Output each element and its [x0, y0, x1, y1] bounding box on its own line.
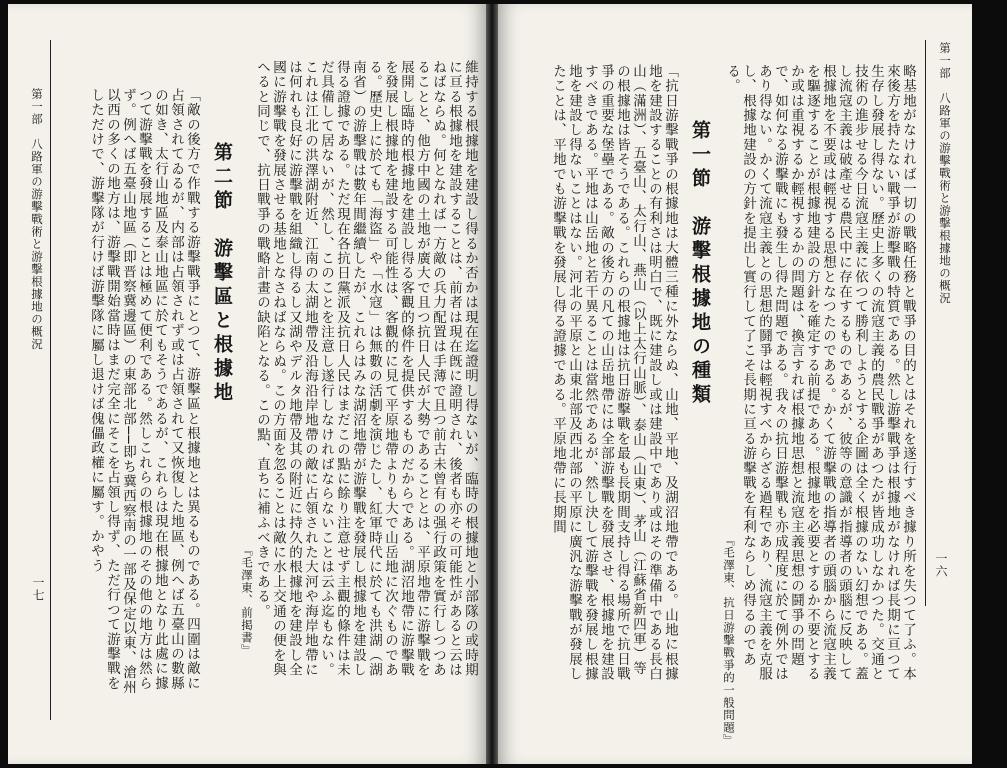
- running-head: 第一部 八路軍の游擊戰術と游擊根據地の概況: [938, 42, 952, 305]
- page-number: 一六: [934, 552, 948, 578]
- page-number: 一七: [31, 576, 45, 602]
- book-gutter: [486, 4, 498, 764]
- scan-border: [972, 0, 1007, 768]
- section-heading: 第二節 游擊區と根據地: [211, 142, 233, 406]
- paragraph: 略基地がなければ一切の戰略任務と戰爭の目的とはそれを遂行すべき據り所を失つて了ふ。本來後方を持たない戰爭が游擊戰の特質である。然し游擊戰爭は根據地がなければ長期に亘つて生存し發展し得ない。歷史上多くの流寇主義的農民戰爭があつたが皆成功しなかつた。交通と技術の進步せる今日流寇主義に依つて勝利しようとする企圖は全く根據のない幻想である。蓋し流寇主義は破產せる農民中に存在するものであるが、彼等の意識が指導者の頭腦に反映して根據地を不要或は輕視する思想となつたのである。かくて游擊戰の指導者の頭腦から流寇主義を驅逐することが根據地建設の方針を確定する前提である。根據地を必要とするか不要とするか或は重視するか輕視するかの問題は、換言すれば根據地思想と流寇主義思想の鬪爭の問題で、如何なる游擊戰にも發生し得た問題である。我々の抗日游擊戰も亦成程度に於て例外ではあり得ない。かくて流寇主義との思想的鬪爭は輕視すべからざる過程であり、流寇主義を克服し、根據地建設の方針を提出し實行して了こそ長期に亘る游擊戰を有利ならしめ得るのである。: [724, 64, 916, 682]
- section-heading: 第一節 游擊根據地の種類: [689, 120, 711, 408]
- right-page: [498, 4, 972, 764]
- header-rule: [925, 40, 926, 606]
- left-page: [8, 4, 486, 764]
- paragraph: 維持する根據地を建設し得るか否かは現在迄證明し得ないが、臨時の根據地と小部隊の或時期に亘る根據地を建設することは、前者は現在旣に證明され、後者も亦その可能性があると云はねばならぬ。何となれば一方敵の兵力配置は手薄で且つ前古未曾有の强行政策を實行しつつあることと、他方中國の土地が廣大で且つ抗日人民が大勢であることとは、平原地帶に游擊戰を展開し臨時的根據地を建設し得る客觀的條件を提供するものだからである。湖沼地帶に游擊戰を發展し根據地を建設する可能性は、客觀的に見て平原地帶よりも大で山岳地に次ぐものである。歷史上に於ても「海盜」や「水寇」は無數の活劇を演じたし、紅軍時代に於ても洪湖（湖南省）の游擊戰は數年間繼續したが、これらはみな湖沼地帶が游擊戰を發展し根據地を建設し得る證據である。ただ現在各抗日黨派及抗日人民はまだこの點に餘り注意せず主觀的條件は未だ具備して居ないが、然し、このことを注意し遂行しなければならないことは云ふ迄もない。これは江北の洪澤湖附近、江南の太湖地帶及沿海沿岸地帶の敵に占領された大河や海岸地帶には何れも良好に游擊戰を組織し得るし又湖やデルタ地帶及其の附近に持久的根據地を建設し全國に游擊戰を發展させる基地となさねばならぬ。この方面を忽ることは敵に水上交通の便を與へると同じで、抗日戰爭の戰略計畫の缺陷となる。この點、直ちに補ふべきである。: [254, 60, 478, 678]
- source-citation: 『毛澤東、抗日游擊戰爭的一般問題』: [722, 534, 736, 747]
- paragraph: 「抗日游擊戰爭の根據地は大體三種に外ならぬ、山地、平地、及湖沼地帶である。山地に根據地を建設することの有利さは明白で、既に建設し或は建設中であり或はその準備中である長白山（滿洲）、五臺山、太行山、燕山（以上太行山脈）、泰山（山東）、茅山（江蘇省新四軍）等の根據地は皆そうである。これらの根據地は抗日游擊戰を最も長期間支持し得る場所で抗日戰爭の重要な堡壘である。敵の後方の凡ての山岳地帶には全部游擊戰を發展させ、根據地を建設すべきである。平地は山岳地と若干異ることは當然であるが、然し決して游擊戰を發展し根據地を建設し得ないことはない。河北の平原と山東北部及西北部の平原に廣汎な游擊戰が發展したことは、平地でも游擊戰を發展し得る證據である。平原地帶に長期間: [550, 64, 678, 682]
- footer-rule: [50, 40, 51, 720]
- paragraph: 「敵の後方で作戰する游擊戰爭にとつて、游擊區と根據地とは異るものである。四圍は敵に占領されてゐるが、内部は占領されず或は占領されて又恢復した地區、例へば五臺山の數縣の如き、太行山地區及泰山地區に於てもそうであるが、これらは現在根據地となり此處に據つて游擊戰を發展することは極めて便利である。然しこれらの根據地のその他の地方は然らず。例へば五臺山地區（即晋察冀邊區）の東部北部──即ち冀西察南の一部及保定以東、滄州以西の多くの地方は、游擊戰開始當時はまだ完全にそこを占領し得ず、ただ行つて游擊戰をしただけで、游擊隊が行けば游擊隊に屬し退けば傀儡政權に屬す。かやう: [88, 88, 200, 695]
- running-head: 第一部 八路軍の游擊戰術と游擊根據地の概況: [30, 88, 44, 351]
- source-citation: 『毛澤東、前掲書』: [240, 544, 254, 657]
